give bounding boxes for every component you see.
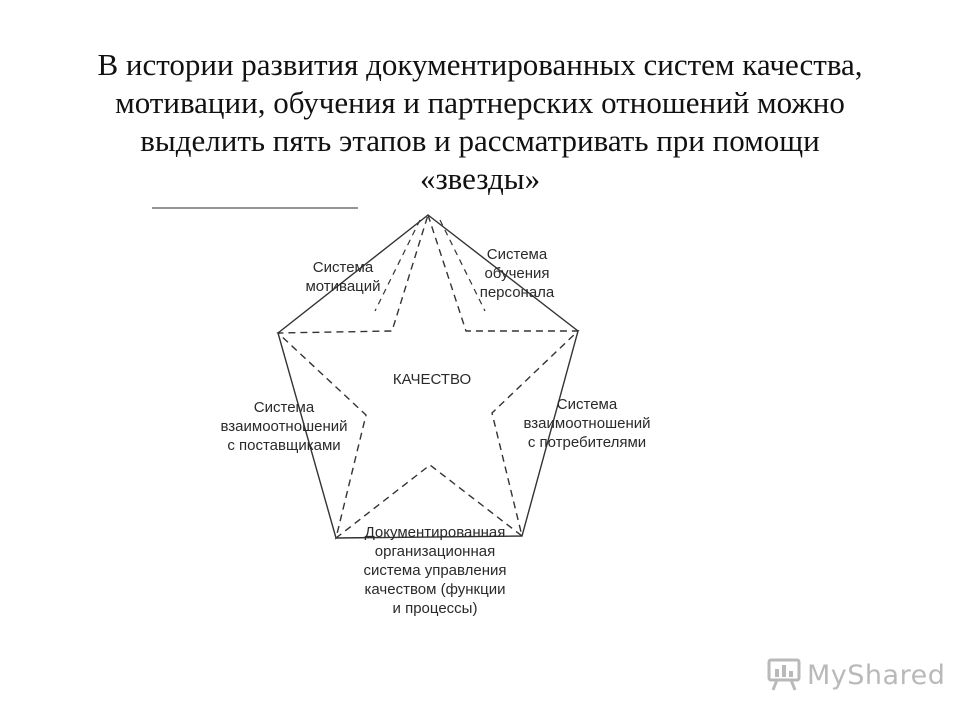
segment-suppliers bbox=[221, 399, 348, 454]
title-line: мотивации, обучения и партнерских отношений можно bbox=[115, 85, 845, 120]
watermark-text: MyShared bbox=[807, 659, 946, 691]
segment-label: обучения bbox=[484, 265, 550, 282]
watermark bbox=[765, 655, 945, 695]
segment-documented-system bbox=[363, 524, 506, 617]
title-line: выделить пять этапов и рассматривать при помощи bbox=[140, 123, 820, 158]
segment-label: Система bbox=[556, 396, 618, 413]
segment-label: с потребителями bbox=[527, 434, 647, 451]
segment-label: Система bbox=[486, 246, 548, 263]
segment-label: и процессы) bbox=[392, 600, 478, 617]
segment-label: с поставщиками bbox=[227, 437, 341, 454]
segment-label: система управления bbox=[363, 562, 507, 579]
presentation-board-icon bbox=[765, 657, 803, 693]
center-label: КАЧЕСТВО bbox=[392, 371, 472, 388]
segment-label: Документированная bbox=[364, 524, 506, 541]
segment-label: организационная bbox=[374, 543, 496, 560]
segment-training bbox=[480, 246, 555, 301]
segment-label: взаимоотношений bbox=[220, 418, 348, 435]
segment-label: взаимоотношений bbox=[523, 415, 651, 432]
dashed-ray bbox=[440, 220, 485, 311]
title-line: «звезды» bbox=[419, 161, 541, 196]
title-line: В истории развития документированных систем качества, bbox=[97, 47, 863, 82]
segment-label: Система bbox=[312, 259, 374, 276]
segment-label: персонала bbox=[479, 284, 555, 301]
segment-label: мотиваций bbox=[305, 278, 381, 295]
segment-motivation bbox=[305, 259, 380, 295]
segment-customers bbox=[524, 396, 651, 451]
segment-label: качеством (функции bbox=[364, 581, 506, 598]
dashed-ray bbox=[375, 220, 420, 311]
segment-label: Система bbox=[253, 399, 315, 416]
